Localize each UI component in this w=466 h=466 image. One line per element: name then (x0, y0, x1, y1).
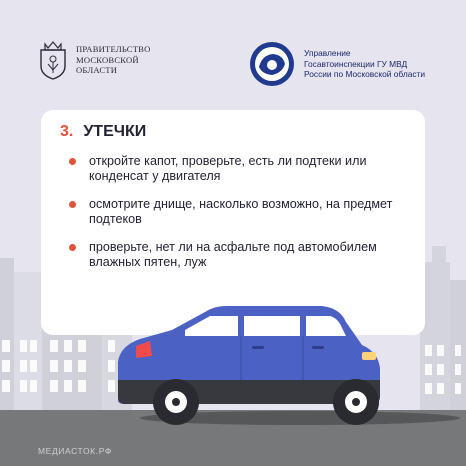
card-heading: УТЕЧКИ (83, 123, 147, 140)
list-item: осмотрите днище, насколько возможно, на предмет подтеков (69, 197, 399, 226)
step-number: 3. (60, 123, 74, 140)
source-credit: МЕДИАСТОК.РФ (38, 446, 112, 456)
list-item: проверьте, нет ли на асфальте под автомобилем влажных пятен, луж (69, 240, 399, 269)
list-item: откройте капот, проверьте, есть ли подтеки или конденсат у двигателя (69, 154, 399, 183)
gibdd-title: Управление Госавтоинспекции ГУ МВД России по Московской области (304, 48, 426, 80)
gov-title: ПРАВИТЕЛЬСТВО МОСКОВСКОЙ ОБЛАСТИ (76, 44, 151, 76)
